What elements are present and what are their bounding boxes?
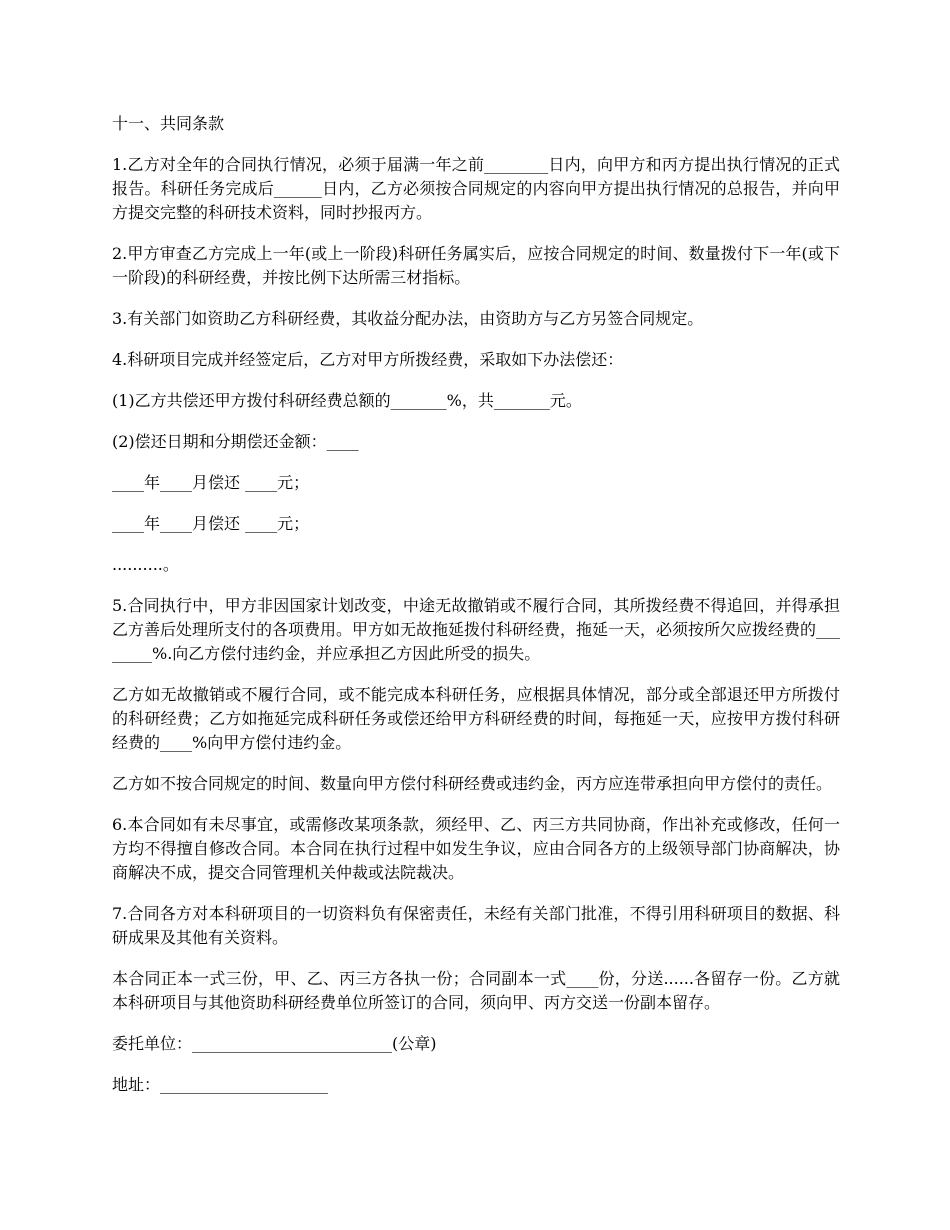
clause-5-breach: 5.合同执行中，甲方非因国家计划改变，中途无故撤销或不履行合同，其所拨经费不得追回，并得承担乙方善后处理所支付的各项费用。甲方如无故拖延拨付科研经费，拖延一天，必须按所欠应拨经费的________%.向乙方偿付违约金，并应承担乙方因此所受的损失。: [112, 596, 841, 663]
clause-5-party-c: 乙方如不按合同规定的时间、数量向甲方偿付科研经费或违约金，丙方应连带承担向甲方偿付的责任。: [112, 774, 833, 793]
clause-1-report: 1.乙方对全年的合同执行情况，必须于届满一年之前________日内，向甲方和丙方提出执行情况的正式报告。科研任务完成后______日内，乙方必须按合同规定的内容向甲方提出执行情况的总报告，并向甲方提交完整的科研技术资料，同时抄报丙方。: [112, 155, 840, 222]
clause-7-confidentiality: 7.合同各方对本科研项目的一切资料负有保密责任，未经有关部门批准，不得引用科研项目的数据、科研成果及其他有关资料。: [112, 904, 840, 947]
clause-3-revenue: 3.有关部门如资助乙方科研经费，其收益分配办法，由资助方与乙方另签合同规定。: [112, 309, 704, 328]
address-line: 地址：_____________________: [112, 1075, 329, 1094]
clause-4-repayment: 4.科研项目完成并经签定后，乙方对甲方所拨经费，采取如下办法偿还：: [112, 350, 624, 369]
clause-5-party-b: 乙方如无故撤销或不履行合同，或不能完成本科研任务，应根据具体情况，部分或全部退还甲方所拨付的科研经费；乙方如拖延完成科研任务或偿还给甲方科研经费的时间，每拖延一天，应按甲方拨付科研经费的____%向甲方偿付违约金。: [112, 685, 840, 752]
clause-6-amendment: 6.本合同如有未尽事宜，或需修改某项条款，须经甲、乙、丙三方共同协商，作出补充或修改，任何一方均不得擅自修改合同。本合同在执行过程中如发生争议，应由合同各方的上级领导部门协商解决，协商解决不成，提交合同管理机关仲裁或法院裁决。: [112, 815, 840, 882]
client-unit-line: 委托单位：_________________________(公章): [112, 1034, 437, 1053]
ellipsis-line: ..........。: [112, 555, 179, 574]
section-heading: 十一、共同条款: [112, 114, 225, 133]
copies-clause: 本合同正本一式三份，甲、乙、丙三方各执一份；合同副本一式____份，分送......各留存一份。乙方就本科研项目与其他资助科研经费单位所签订的合同，须向甲、丙方交送一份副本留存。: [112, 969, 840, 1012]
installment-line: ____年____月偿还 ____元；: [112, 473, 310, 492]
installment-line: ____年____月偿还 ____元；: [112, 514, 310, 533]
clause-2-funding: 2.甲方审查乙方完成上一年(或上一阶段)科研任务属实后，应按合同规定的时间、数量拨付下一年(或下一阶段)的科研经费，并按比例下达所需三材指标。: [112, 244, 840, 287]
clause-4-item-2: (2)偿还日期和分期偿还金额：____: [112, 432, 359, 451]
clause-4-item-1: (1)乙方共偿还甲方拨付科研经费总额的_______%，共_______元。: [112, 391, 582, 410]
document-page: [112, 112, 840, 1114]
